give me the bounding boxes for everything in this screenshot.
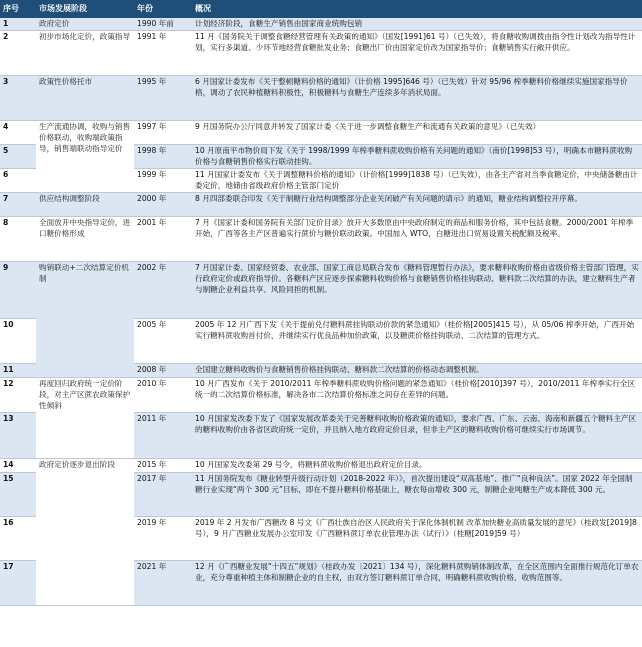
stage-label: 供应结构调整阶段 [36, 192, 134, 216]
table-row [0, 75, 642, 120]
row-text: 6 月国家计委发布《关于整顿糖料价格的通知》（计价格 1995]646 号）（已失效）针对 95/96 榨季糖料价格继续实施国家指导价格，调动了农民种植糖料积极性，积极糖料与食糖生产连续多年消状局面。 [192, 75, 642, 120]
row-year: 2021 年 [134, 560, 192, 605]
row-number: 9 [0, 261, 36, 318]
stage-label: 全面放开中央指导定价，进口糖价格形成 [36, 216, 134, 261]
row-year: 1999 年 [134, 168, 192, 192]
row-number: 17 [0, 560, 36, 605]
stage-label: 政府定价逐步退出阶段 [36, 458, 134, 605]
row-text: 9 月国务院办公厅同意并转发了国家计委《关于进一步调整食糖生产和流通有关政策的意见》（已失效） [192, 120, 642, 144]
row-year: 1990 年前 [134, 18, 192, 30]
header-year: 年份 [134, 0, 192, 18]
table-row [0, 30, 642, 75]
stage-label: 购销联动+二次结算定价机制 [36, 261, 134, 377]
row-number: 11 [0, 363, 36, 377]
row-text: 8 月四部委联合印发《关于制糖行业结构调整部分企业关闭破产有关问题的请示》的通知，糖业结构调整拉开序幕。 [192, 192, 642, 216]
row-year: 1998 年 [134, 144, 192, 168]
row-text: 10 月国家发改委第 29 号令，将糖料蔗收购价格退出政府定价目录。 [192, 458, 642, 472]
row-year: 1995 年 [134, 75, 192, 120]
row-text: 10 月广西发布《关于 2010/2011 年榨季糖料蔗收购价格问题的紧急通知》（桂价格[2010]397 号），2010/2011 年榨季实行全区统一的二次结算价格标准，解决各市二次结算价格标准之间存在差异的问题。 [192, 377, 642, 412]
row-number: 7 [0, 192, 36, 216]
row-text: 12 月《广西糖业发展“十四五”规划》（桂政办发〔2021〕134 号），深化糖料蔗购销体制改革，在全区范围内全面推行规范化订单农业，充分尊重种植主体和制糖企业的自主权，由双方签订糖料蔗订单合同，明确糖料蔗收购价格、收购范围等。 [192, 560, 642, 605]
row-year: 2019 年 [134, 516, 192, 560]
row-year: 2008 年 [134, 363, 192, 377]
row-text: 11 月国家计委发布《关于调整糖料价格的通知》（计价格[1999]1838 号）（已失效），由各主产省对当季食糖定价，中央储备糖由计委定价，地储由省级政府价格主管部门定价 [192, 168, 642, 192]
stage-label: 生产流通协调，收购与销售价格联动，收购端政策指导，销售端联动指导定价 [36, 120, 134, 192]
table-row [0, 192, 642, 216]
row-year: 2011 年 [134, 412, 192, 458]
stage-label: 再度回归政府统一定价阶段，对主产区蔗农政策保护性倾斜 [36, 377, 134, 458]
header-row [0, 0, 642, 18]
row-text: 7 月国家计委、国家经贸委、农业部、国家工商总局联合发布《糖料管理暂行办法》，要求糖料收购价格由省级价格主管部门管理，实行政府定价或政府指导价。各糖料产区应逐步探索糖料收购价格与食糖销售价格挂钩联动、糖料款二次结算的办法，建立糖料生产者与制糖企业利益共享、风险同担的机制。 [192, 261, 642, 318]
row-number: 15 [0, 472, 36, 516]
table-row [0, 18, 642, 30]
row-number: 13 [0, 412, 36, 458]
header-overview: 概况 [192, 0, 642, 18]
table-row [0, 216, 642, 261]
row-year: 2010 年 [134, 377, 192, 412]
row-year: 1997 年 [134, 120, 192, 144]
table-row [0, 261, 642, 318]
row-number: 6 [0, 168, 36, 192]
row-number: 14 [0, 458, 36, 472]
row-year: 2000 年 [134, 192, 192, 216]
row-text: 11 月《国务院关于调整食糖经营管理有关政策的通知》（国发[1991]61 号）（已失效），将食糖收购调拨由指令性计划改为指导性计划，实行多渠道、少环节地经营食糖批发业务；食糖出厂价由国家定价改为国家指导价；食糖销售实行敞开供应。 [192, 30, 642, 75]
row-number: 4 [0, 120, 36, 144]
row-text: 2019 年 2 月发布广西糖改 8 号文《广西壮族自治区人民政府关于深化体制机制 改革加快糖业高质量发展的意见》（桂政发[2019]8 号），9 月广西糖业发展办公室印发《广西糖料蔗订单农业管理办法（试行）》（桂糖[2019]59 号） [192, 516, 642, 560]
row-text: 11 月国务院发布《糖业转型升级行动计划（2018-2022 年）》，首次提出建设“双高基地”、推广“良种良法”。国家 2022 年全国制糖行业实现“两个 300 元”目标，即在不提升糖料价格基础上，糖农每亩增收 300 元，制糖企业吨糖生产成本降低 300 元。 [192, 472, 642, 516]
row-year: 2002 年 [134, 261, 192, 318]
row-number: 5 [0, 144, 36, 168]
row-text: 10 月原南平市物价局下发《关于 1998/1999 年榨季糖料蔗收购价格有关问题的通知》（南价[1998]53 号），明确本市糖料蔗收购价格与食糖销售价格实行联动挂钩。 [192, 144, 642, 168]
stage-label: 政策性价格托市 [36, 75, 134, 120]
table-row [0, 120, 642, 144]
stage-label: 政府定价 [36, 18, 134, 30]
row-number: 2 [0, 30, 36, 75]
row-number: 16 [0, 516, 36, 560]
stage-label: 初步市场化定价，政策指导 [36, 30, 134, 75]
row-text: 全国建立糖料收购价与食糖销售价格挂钩联动、糖料款二次结算的价格动态调整机制。 [192, 363, 642, 377]
table-row [0, 377, 642, 412]
row-number: 1 [0, 18, 36, 30]
row-text: 2005 年 12 月广西下发《关于提前兑付糖料蔗挂钩联动价款的紧急通知》（桂价格[2005]415 号），从 05/06 榨季开始，广西开始实行糖料蔗收购首付价、并继续实行优良品种加价政策，以及糖蔗价格挂钩联动、二次结算的管理方式。 [192, 318, 642, 363]
row-text: 计划经济阶段，食糖生产销售由国家商业统购包销 [192, 18, 642, 30]
row-year: 2015 年 [134, 458, 192, 472]
header-no: 序号 [0, 0, 36, 18]
table-row [0, 458, 642, 472]
row-text: 7 月《国家计委和国务院有关部门定价目录》放开大多数原由中央政府制定的商品和服务价格，其中包括食糖。2000/2001 年榨季开始，广西等各主产区普遍实行蔗价与糖价联动政策。中国加入 WTO，白糖进出口贸易设置关税配额及税率。 [192, 216, 642, 261]
row-year: 2001 年 [134, 216, 192, 261]
row-year: 2017 年 [134, 472, 192, 516]
row-number: 8 [0, 216, 36, 261]
row-year: 1991 年 [134, 30, 192, 75]
row-number: 3 [0, 75, 36, 120]
row-year: 2005 年 [134, 318, 192, 363]
row-text: 10 月国家发改委下发了《国家发展改革委关于完善糖料收购价格政策的通知》，要求广西、广东、云南、海南和新疆五个糖料主产区的糖料收购价由各省区政府统一定价，并且纳入地方政府定价目录，但非主产区的糖料收购价格可继续实行市场调节。 [192, 412, 642, 458]
row-number: 12 [0, 377, 36, 412]
row-number: 10 [0, 318, 36, 363]
header-stage: 市场发展阶段 [36, 0, 134, 18]
